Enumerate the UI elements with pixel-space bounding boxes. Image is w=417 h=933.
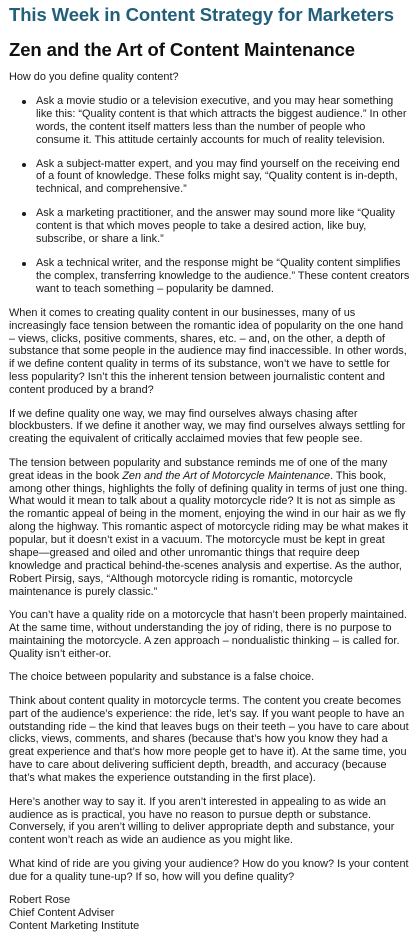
definition-list xyxy=(9,95,410,296)
author-signature xyxy=(9,894,410,933)
body-paragraph: When it comes to creating quality content in our businesses, many of us increasingly face tension between the romantic idea of popularity on the one hand – views, clicks, positive comments, shares, etc. – and, on the other, a depth of substance that some people in the audience may find inaccessible. In other words, if we define content quality in terms of its substance, won’t we have to settle for less popularity? Isn’t this the inherent tension between journalistic content and content produced by a brand? xyxy=(9,306,407,397)
body-paragraph: The choice between popularity and substance is a false choice. xyxy=(9,671,315,684)
paragraph-text: The tension between popularity and substance reminds me of one of the many great ideas in the book xyxy=(9,456,388,482)
body-paragraph xyxy=(9,457,410,599)
article-title: Zen and the Art of Content Maintenance xyxy=(9,39,355,60)
body-paragraph: Here’s another way to say it. If you aren’t interested in appealing to as wide an audience as is practical, you have no reason to pursue depth or substance. Conversely, if you aren’t willing to deliver appropriate depth and substance, your content won’t reach as wide an audience as you might like. xyxy=(9,795,395,847)
list-item: Ask a marketing practitioner, and the answer may sound more like “Quality content is that which moves people to take a desired action, like buy, subscribe, or share a link.” xyxy=(9,207,410,246)
body-paragraph: What kind of ride are you giving your audience? How do you know? Is your content due for a quality tune-up? If so, how will you define quality? xyxy=(9,857,409,883)
newsletter-title: This Week in Content Strategy for Marketers xyxy=(9,4,394,25)
author-name: Robert Rose xyxy=(9,894,71,907)
book-title: Zen and the Art of Motorcycle Maintenance xyxy=(122,469,331,482)
list-item: Ask a movie studio or a television executive, and you may hear something like this: “Quality content is that which attracts the biggest audience.” In other words, the content itself matters less than the number of people who consume it. This attitude certainly accounts for much of reality television. xyxy=(9,95,410,147)
body-paragraph: Think about content quality in motorcycle terms. The content you create becomes part of the audience’s experience: the ride, let’s say. If you want people to have an outstanding ride – the kind that leaves bugs on their teeth – you have to care about clicks, views, comments, and shares (because that’s how you know they had a great experience and that’s how more people get to have it). At the same time, you have to care about delivering sufficient depth, breadth, and accuracy (because that’s what makes the experience outstanding in the first place). xyxy=(9,694,409,785)
list-item: Ask a subject-matter expert, and you may find yourself on the receiving end of a fount of knowledge. These folks might say, “Quality content is in-depth, technical, and comprehensive.” xyxy=(9,158,410,197)
body-paragraph: You can’t have a quality ride on a motorcycle that hasn’t been properly maintained. At the same time, without understanding the joy of riding, there is no purpose to maintaining the motorcycle. A zen approach – nondualistic thinking – is called for. Quality isn’t either-or. xyxy=(9,609,407,660)
author-organization: Content Marketing Institute xyxy=(9,919,140,932)
paragraph-text: . This book, among other things, highlights the folly of defining quality in terms of just one thing. What would it mean to talk about a quality motorcycle ride? It is not as simple as the romantic appeal of being in the moment, enjoying the wind in our hair as we fly along the highway. This romantic aspect of motorcycle riding may be what makes it popular, but it doesn’t exist in a vacuum. The motorcycle must be kept in great shape—greased and oiled and other unromantic things that require deep knowledge and practical behind-the-scenes analysis and expertise. As the author, Robert Pirsig, says, “Although motorcycle riding is romantic, motorcycle maintenance is purely classic.” xyxy=(9,469,409,598)
list-item: Ask a technical writer, and the response might be “Quality content simplifies the complex, transferring knowledge to the audience.” These content creators want to teach something – popularity be damned. xyxy=(9,257,410,296)
body-paragraph: If we define quality one way, we may find ourselves always chasing after blockbusters. If we define it another way, we may find ourselves always settling for creating the equivalent of critically acclaimed movies that few people see. xyxy=(9,407,406,446)
author-role: Chief Content Adviser xyxy=(9,906,115,919)
intro-question: How do you define quality content? xyxy=(9,71,179,83)
